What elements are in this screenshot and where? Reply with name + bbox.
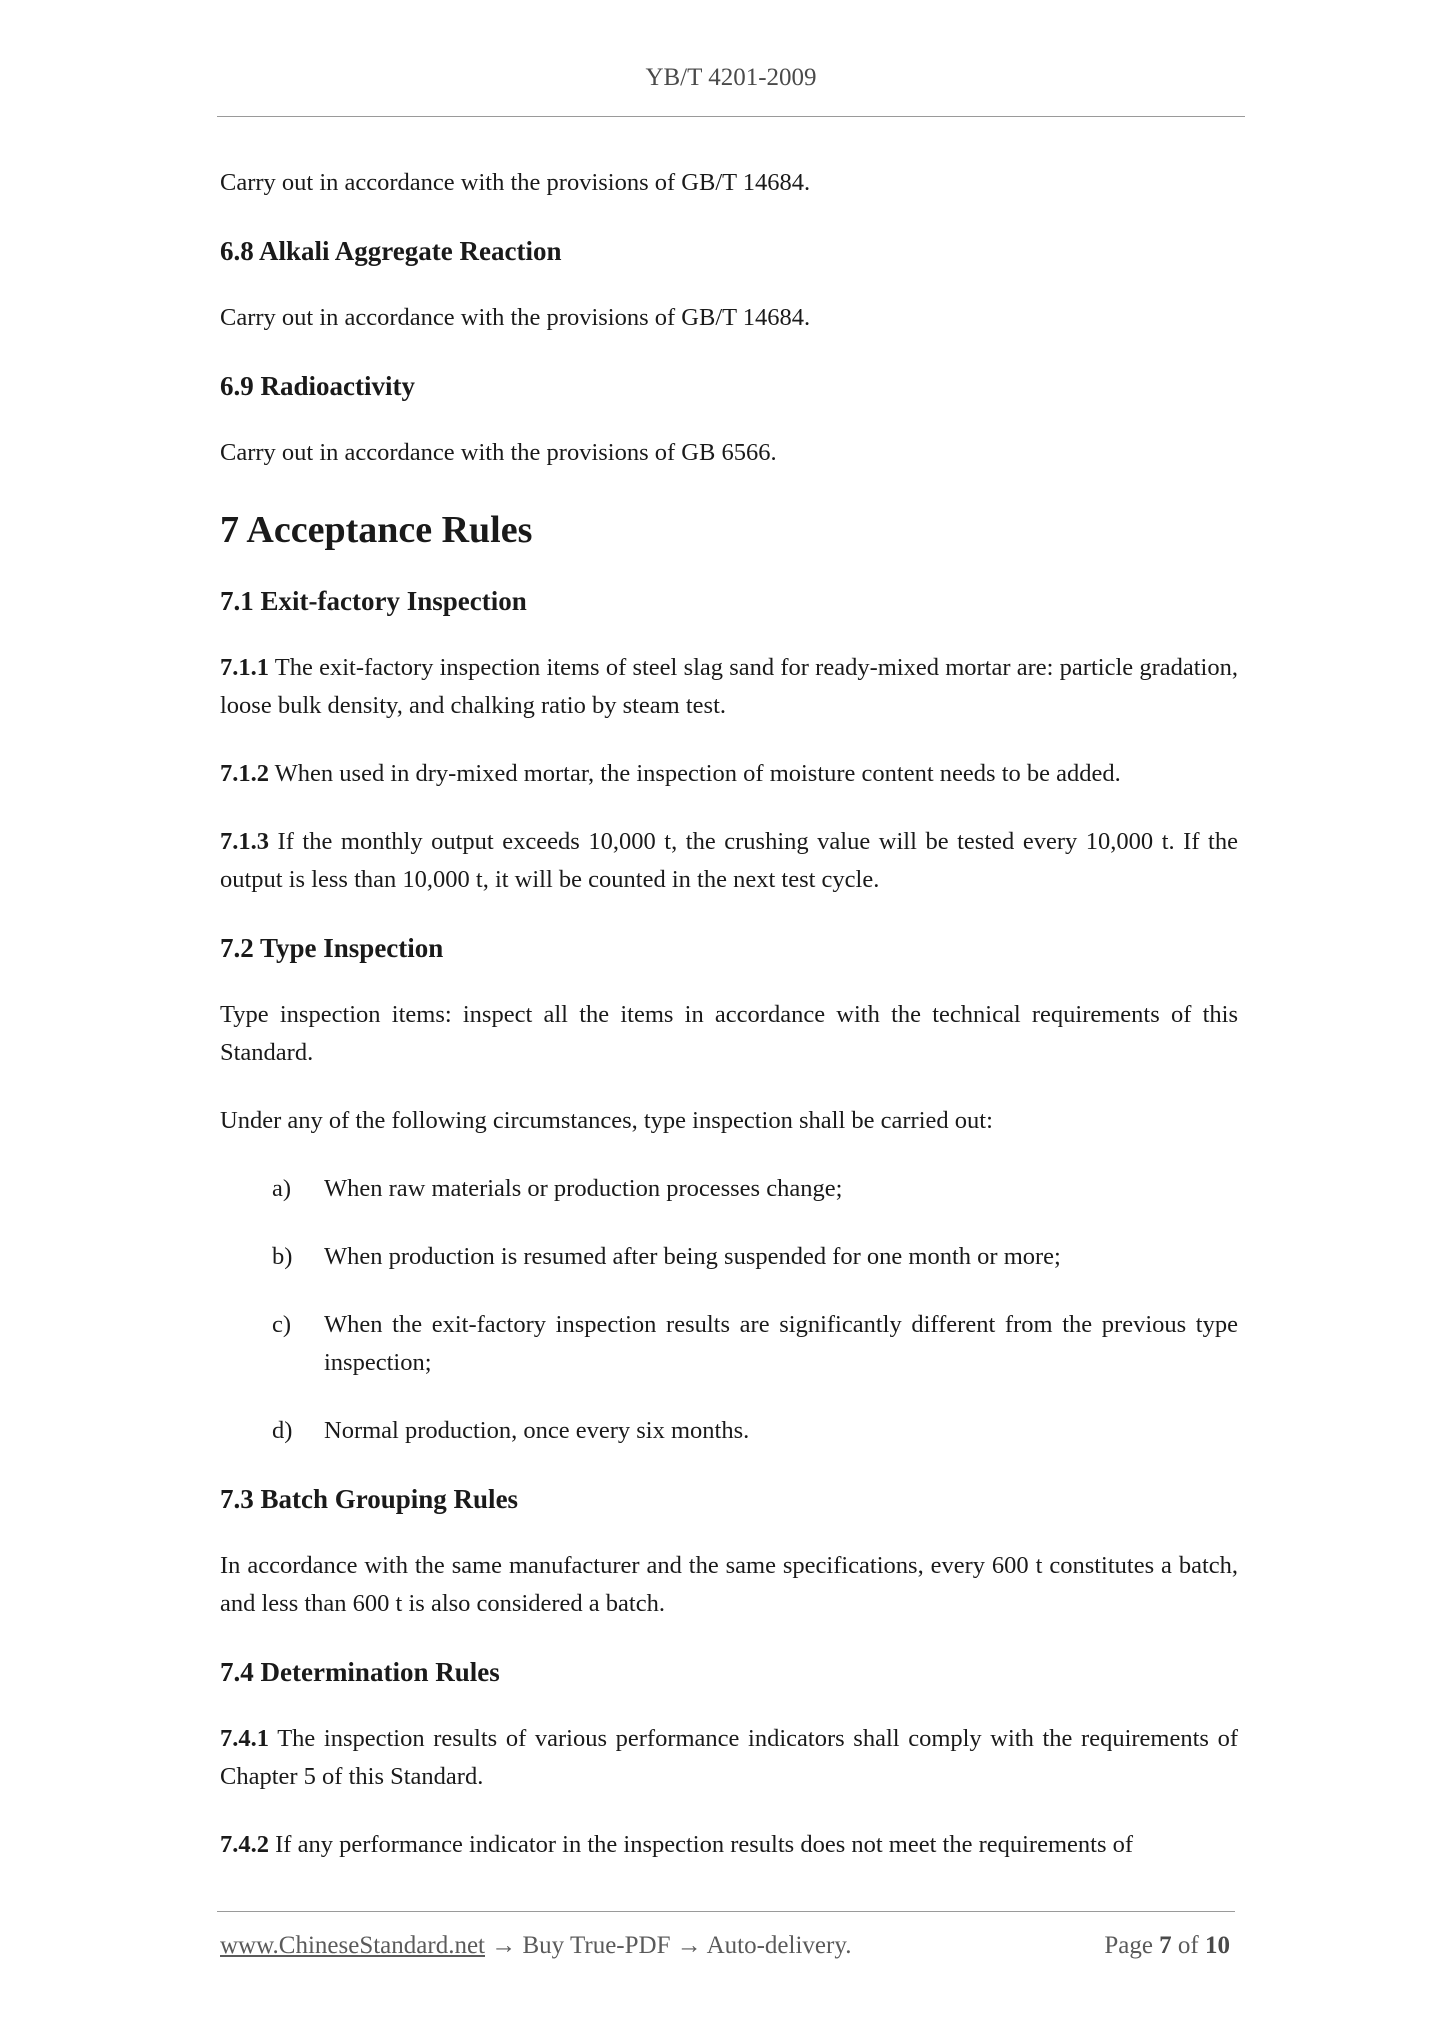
- running-header: YB/T 4201-2009: [645, 64, 817, 91]
- clause-text: When used in dry-mixed mortar, the inspection of moisture content needs to be added.: [269, 760, 1121, 787]
- heading-6-8: 6.8 Alkali Aggregate Reaction: [220, 236, 562, 266]
- clause-number: 7.1.2: [220, 760, 269, 787]
- clause-number: 7.4.1: [220, 1725, 269, 1752]
- clause-7-4-1: [220, 1720, 1238, 1796]
- list-marker: b): [272, 1243, 293, 1270]
- list-item: [220, 1412, 1238, 1450]
- website-link[interactable]: www.ChineseStandard.net: [220, 1932, 485, 1959]
- arrow-icon: →: [485, 1932, 523, 1959]
- list-marker: c): [272, 1311, 292, 1338]
- list-item-text: When production is resumed after being suspended for one month or more;: [324, 1243, 1061, 1270]
- total-pages: 10: [1205, 1932, 1230, 1959]
- page-footer: [220, 1932, 1230, 1960]
- paragraph-6-9: Carry out in accordance with the provisions of GB 6566.: [220, 439, 777, 466]
- heading-7-3: 7.3 Batch Grouping Rules: [220, 1484, 519, 1514]
- clause-7-1-1: [220, 649, 1238, 725]
- list-item: [220, 1306, 1238, 1382]
- clause-7-1-3: [220, 823, 1238, 899]
- clause-text: If the monthly output exceeds 10,000 t, the crushing value will be tested every 10,000 t. If the output is less than 10,000 t, it will be counted in the next test cycle.: [220, 828, 1238, 893]
- paragraph-6-8: Carry out in accordance with the provisions of GB/T 14684.: [220, 304, 811, 331]
- paragraph-7-2-circumstances: Under any of the following circumstances, type inspection shall be carried out:: [220, 1107, 993, 1134]
- list-item-text: When raw materials or production processes change;: [324, 1175, 843, 1202]
- header-divider: [217, 116, 1245, 117]
- clause-number: 7.4.2: [220, 1831, 269, 1858]
- page-number: [1104, 1932, 1230, 1960]
- arrow-icon: →: [670, 1932, 707, 1959]
- clause-text: The exit-factory inspection items of steel slag sand for ready-mixed mortar are: particle gradation, loose bulk density, and chalking ratio by steam test.: [220, 654, 1238, 719]
- heading-7-2: 7.2 Type Inspection: [220, 933, 444, 963]
- heading-7: 7 Acceptance Rules: [220, 509, 533, 551]
- list-item: [220, 1170, 1238, 1208]
- footer-divider: [217, 1911, 1235, 1912]
- heading-7-1: 7.1 Exit-factory Inspection: [220, 586, 527, 616]
- page-body: [220, 164, 1238, 1864]
- list-item-text: When the exit-factory inspection results are significantly different from the previous type inspection;: [324, 1311, 1238, 1376]
- heading-6-9: 6.9 Radioactivity: [220, 371, 415, 401]
- buy-pdf-text: Buy True-PDF: [522, 1932, 671, 1959]
- clause-number: 7.1.3: [220, 828, 269, 855]
- current-page: 7: [1159, 1932, 1172, 1959]
- auto-delivery-text: Auto-delivery.: [706, 1932, 852, 1959]
- clause-7-4-2: [220, 1826, 1238, 1864]
- paragraph-6-7: Carry out in accordance with the provisions of GB/T 14684.: [220, 169, 811, 196]
- list-item: [220, 1238, 1238, 1276]
- clause-text: If any performance indicator in the inspection results does not meet the requirements of: [269, 1831, 1134, 1858]
- heading-7-4: 7.4 Determination Rules: [220, 1657, 500, 1687]
- list-item-text: Normal production, once every six months.: [324, 1417, 750, 1444]
- clause-7-1-2: [220, 755, 1238, 793]
- clause-text: The inspection results of various performance indicators shall comply with the requirements of Chapter 5 of this Standard.: [220, 1725, 1238, 1790]
- page-label: Page: [1104, 1932, 1160, 1959]
- clause-number: 7.1.1: [220, 654, 269, 681]
- list-marker: d): [272, 1417, 293, 1444]
- paragraph-7-2-items: Type inspection items: inspect all the items in accordance with the technical requirements of this Standard.: [220, 1001, 1238, 1066]
- paragraph-7-3: In accordance with the same manufacturer and the same specifications, every 600 t constitutes a batch, and less than 600 t is also considered a batch.: [220, 1552, 1238, 1617]
- of-label: of: [1171, 1932, 1205, 1959]
- list-marker: a): [272, 1175, 292, 1202]
